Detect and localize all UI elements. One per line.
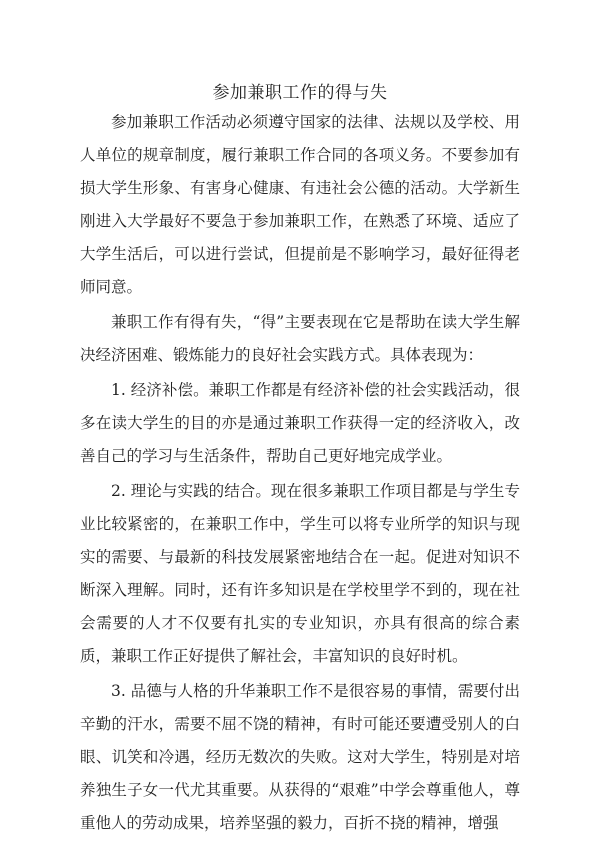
paragraph-point-2-theory-practice: 2. 理论与实践的结合。现在很多兼职工作项目都是与学生专业比较紧密的，在兼职工作中，学生可以将专业所学的知识与现实的需要、与最新的科技发展紧密地结合在一起。促进对知识不断深入理解。同时，还有许多知识是在学校里学不到的，现在社会需要的人才不仅要有扎实的专业知识，亦具有很高的综合素质，兼职工作正好提供了解社会，丰富知识的良好时机。 <box>80 482 520 665</box>
document-body <box>80 106 520 840</box>
paragraph-point-1-economic: 1. 经济补偿。兼职工作都是有经济补偿的社会实践活动，很多在读大学生的目的亦是通过兼职工作获得一定的经济收入，改善自己的学习与生活条件，帮助自己更好地完成学业。 <box>80 381 520 465</box>
paragraph-intro: 参加兼职工作活动必须遵守国家的法律、法规以及学校、用人单位的规章制度，履行兼职工作合同的各项义务。不要参加有损大学生形象、有害身心健康、有违社会公德的活动。大学新生刚进入大学最好不要急于参加兼职工作，在熟悉了环境、适应了大学生活后，可以进行尝试，但提前是不影响学习，最好征得老师同意。 <box>80 113 520 296</box>
paragraph-point-3-character: 3. 品德与人格的升华兼职工作不是很容易的事情，需要付出辛勤的汗水，需要不屈不饶的精神，有时可能还要遭受别人的白眼、讥笑和冷遇，经历无数次的失败。这对大学生，特别是对培养独生子女一代尤其重要。从获得的“艰难”中学会尊重他人，尊重他人的劳动成果，培养坚强的毅力，百折不挠的精神，增强 <box>80 682 520 832</box>
document-title: 参加兼职工作的得与失 <box>212 83 388 103</box>
paragraph-gains-summary: 兼职工作有得有失，“得”主要表现在它是帮助在读大学生解决经济困难、锻炼能力的良好社会实践方式。具体表现为： <box>80 313 520 364</box>
